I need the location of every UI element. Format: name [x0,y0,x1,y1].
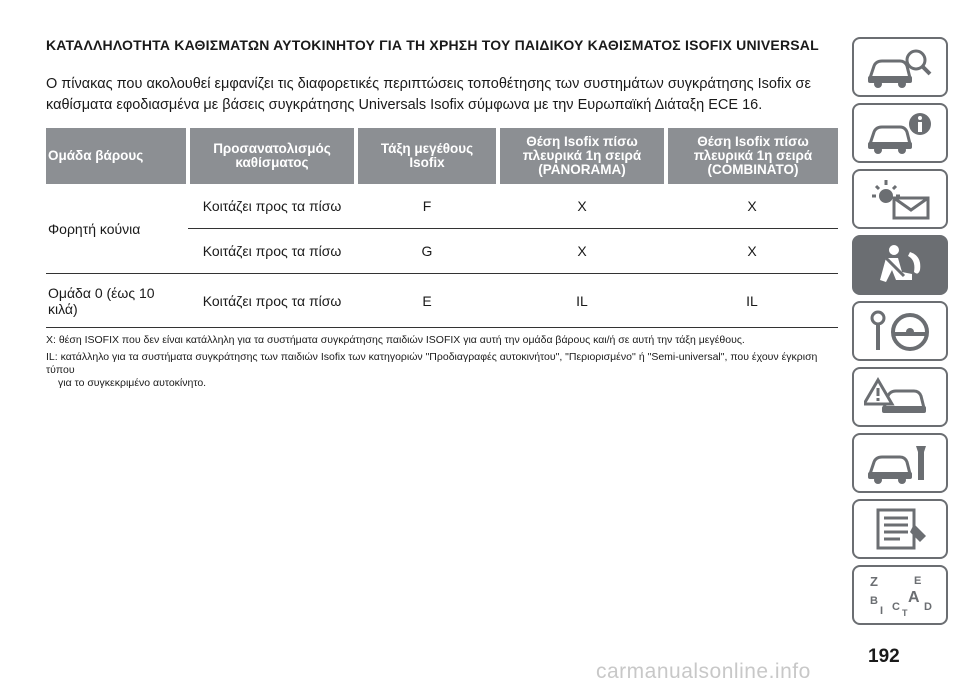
header-size-class: Τάξη μεγέθους Isofix [356,128,498,184]
cell-orientation: Κοιτάζει προς τα πίσω [188,184,356,229]
cell-combinato: X [666,184,838,229]
cell-panorama: IL [498,274,666,328]
intro-paragraph: Ο πίνακας που ακολουθεί εμφανίζει τις διαφορετικές περιπτώσεις τοποθέτησης των συστημάτων συγκράτησης Isofix σε καθίσματα εφοδιασμένα με βάσεις συγκράτησης Universals Isofix σύμφωνα με την Ευρωπαϊκή Διάταξη ECE 16. [46,76,811,113]
chapter-tab-technical-data[interactable] [852,499,948,559]
cell-combinato: X [666,229,838,274]
chapter-tab-index[interactable] [852,565,948,625]
chapter-tab-key-steering[interactable] [852,301,948,361]
svg-text:C: C [892,601,900,613]
svg-text:E: E [914,575,922,587]
table-row [46,184,838,229]
cell-panorama: X [498,184,666,229]
seatbelt-airbag-icon [864,242,936,288]
watermark: carmanualsonline.info [596,660,811,683]
key-steering-wheel-icon [864,308,936,354]
chapter-sidebar [852,37,950,631]
note-il: IL: κατάλληλο για τα συστήματα συγκράτησης των παιδιών Isofix των κατηγοριών "Προδιαγραφές αυτοκινήτου", "Περιορισμένο'' ή "Semi-universal", που έχουν έγκριση τύπου [46,351,818,376]
isofix-table [46,128,838,328]
table-header-row [46,128,838,184]
svg-text:Z: Z [870,574,878,589]
svg-text:T: T [902,608,908,618]
page-heading: ΚΑΤΑΛΛΗΛΟΤΗΤΑ ΚΑΘΙΣΜΑΤΩΝ ΑΥΤΟΚΙΝΗΤΟΥ ΓΙΑ ΤΗ ΧΡΗΣΗ ΤΟΥ ΠΑΙΔΙΚΟΥ ΚΑΘΙΣΜΑΤΟΣ ISOFIX UNIVERSAL [46,37,819,53]
note-x: X: θέση ISOFIX που δεν είναι κατάλληλη για τα συστήματα συγκράτησης παιδιών ISOFIX για αυτή την ομάδα βάρους και/ή σε αυτή την τάξη μεγέθους. [46,334,745,346]
warning-lights-icon [864,176,936,222]
cell-group: Ομάδα 0 (έως 10 κιλά) [46,274,188,328]
chapter-tab-emergency[interactable] [852,367,948,427]
car-info-icon [864,110,936,156]
alphabetical-index-icon [864,572,936,618]
svg-text:B: B [870,595,878,607]
cell-orientation: Κοιτάζει προς τα πίσω [188,274,356,328]
chapter-tab-warning-lights[interactable] [852,169,948,229]
chapter-tab-car-info[interactable] [852,103,948,163]
cell-size: E [356,274,498,328]
cell-size: F [356,184,498,229]
cell-orientation: Κοιτάζει προς τα πίσω [188,229,356,274]
header-panorama: Θέση Isofix πίσω πλευρικά 1η σειρά (PANORAMA) [498,128,666,184]
svg-text:A: A [908,589,920,606]
chapter-tab-seatbelt-airbag[interactable] [852,235,948,295]
car-warning-triangle-icon [864,374,936,420]
table-notes [46,334,836,394]
cell-group: Φορητή κούνια [46,184,188,274]
chapter-tab-service[interactable] [852,433,948,493]
car-search-icon [864,44,936,90]
table-row [46,274,838,328]
svg-text:D: D [924,601,932,613]
technical-data-icon [864,506,936,552]
note-il-continued: για το συγκεκριμένο αυτοκίνητο. [58,377,207,389]
header-combinato: Θέση Isofix πίσω πλευρικά 1η σειρά (COMBINATO) [666,128,838,184]
chapter-tab-car-search[interactable] [852,37,948,97]
car-service-wrench-icon [864,440,936,486]
cell-combinato: IL [666,274,838,328]
cell-size: G [356,229,498,274]
svg-text:I: I [880,605,884,617]
header-weight-group: Ομάδα βάρους [46,128,188,184]
cell-panorama: X [498,229,666,274]
page-number: 192 [868,646,900,667]
header-orientation: Προσανατολισμός καθίσματος [188,128,356,184]
